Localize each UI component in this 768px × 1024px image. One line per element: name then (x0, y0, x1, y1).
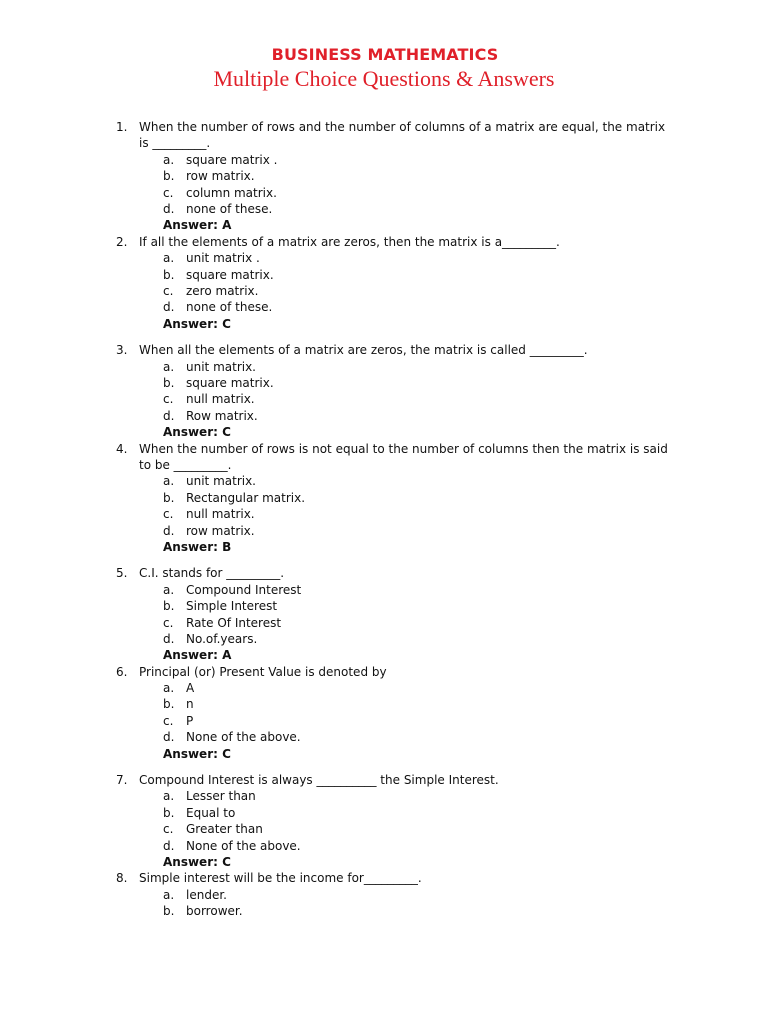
option-letter: a. (163, 251, 175, 266)
option-list (0, 680, 768, 746)
question-1 (0, 119, 768, 234)
option-list (0, 887, 768, 920)
option-text: Greater than (186, 822, 263, 837)
question-3 (0, 342, 768, 440)
option-item (0, 185, 768, 201)
question-4 (0, 441, 768, 556)
option-text: Rate Of Interest (186, 615, 282, 630)
option-text: row matrix. (186, 169, 255, 184)
question-6 (0, 664, 768, 762)
question-number: 4. (116, 441, 128, 456)
option-list (0, 582, 768, 648)
option-letter: b. (163, 904, 175, 919)
question-number: 7. (116, 773, 128, 788)
option-letter: a. (163, 681, 175, 696)
option-text: unit matrix. (186, 474, 256, 489)
question-text: Simple interest will be the income for_________. (139, 871, 422, 886)
option-list (0, 473, 768, 539)
option-letter: a. (163, 474, 175, 489)
option-text: Simple Interest (186, 599, 278, 614)
option-letter: c. (163, 283, 174, 298)
question-2 (0, 234, 768, 332)
option-item (0, 788, 768, 804)
answer-label: Answer: A (163, 218, 232, 233)
option-text: Lesser than (186, 789, 256, 804)
option-item (0, 729, 768, 745)
option-text: A (186, 681, 195, 696)
option-item (0, 408, 768, 424)
option-letter: b. (163, 805, 175, 820)
option-text: square matrix. (186, 375, 274, 390)
question-number: 8. (116, 871, 128, 886)
option-item (0, 631, 768, 647)
option-text: Compound Interest (186, 582, 302, 597)
option-item (0, 506, 768, 522)
option-letter: c. (163, 615, 174, 630)
option-text: unit matrix . (186, 251, 260, 266)
option-text: No.of.years. (186, 631, 258, 646)
option-list (0, 359, 768, 425)
option-item (0, 887, 768, 903)
option-text: null matrix. (186, 392, 255, 407)
option-text: P (186, 713, 194, 728)
option-item (0, 267, 768, 283)
option-letter: c. (163, 392, 174, 407)
option-text: none of these. (186, 201, 273, 216)
option-item (0, 523, 768, 539)
question-text: When the number of rows and the number of columns of a matrix are equal, the matrix is _________. (139, 120, 666, 151)
option-letter: d. (163, 408, 175, 423)
option-letter: d. (163, 730, 175, 745)
option-item (0, 490, 768, 506)
option-letter: c. (163, 185, 174, 200)
option-item (0, 805, 768, 821)
question-text: Compound Interest is always __________ the Simple Interest. (139, 773, 499, 788)
option-text: n (186, 697, 194, 712)
option-text: None of the above. (186, 730, 301, 745)
option-letter: b. (163, 490, 175, 505)
option-item (0, 903, 768, 919)
option-item (0, 838, 768, 854)
question-text: C.I. stands for _________. (139, 566, 285, 581)
spacer (0, 762, 768, 772)
option-letter: b. (163, 375, 175, 390)
option-letter: c. (163, 822, 174, 837)
question-8 (0, 870, 768, 919)
option-text: row matrix. (186, 523, 255, 538)
document-title: BUSINESS MATHEMATICS (271, 45, 499, 64)
option-item (0, 299, 768, 315)
option-list (0, 788, 768, 854)
option-text: square matrix. (186, 267, 274, 282)
option-item (0, 696, 768, 712)
question-number: 1. (116, 120, 128, 134)
option-text: Rectangular matrix. (186, 490, 306, 505)
option-item (0, 375, 768, 391)
option-item (0, 598, 768, 614)
question-text: If all the elements of a matrix are zeros, then the matrix is a_________. (139, 234, 560, 249)
option-text: Row matrix. (186, 408, 258, 423)
option-item (0, 359, 768, 375)
answer-label: Answer: B (163, 539, 232, 554)
answer-label: Answer: C (163, 316, 231, 331)
option-item (0, 168, 768, 184)
option-item (0, 582, 768, 598)
option-letter: d. (163, 631, 175, 646)
option-text: None of the above. (186, 838, 301, 853)
option-letter: c. (163, 713, 174, 728)
option-letter: d. (163, 201, 175, 216)
option-text: borrower. (186, 904, 243, 919)
question-list (0, 119, 768, 920)
option-item (0, 201, 768, 217)
option-letter: d. (163, 838, 175, 853)
question-7 (0, 772, 768, 870)
option-list (0, 250, 768, 316)
option-text: unit matrix. (186, 359, 256, 374)
answer-label: Answer: C (163, 855, 231, 870)
option-letter: b. (163, 599, 175, 614)
option-letter: c. (163, 507, 174, 522)
option-list (0, 152, 768, 218)
question-text: When all the elements of a matrix are zeros, the matrix is called _________. (139, 343, 588, 358)
option-text: square matrix . (186, 152, 278, 167)
option-text: lender. (186, 887, 227, 902)
question-number: 2. (116, 234, 128, 249)
question-text: When the number of rows is not equal to the number of columns then the matrix is said to be _________. (139, 441, 668, 472)
option-letter: b. (163, 697, 175, 712)
option-item (0, 391, 768, 407)
option-item (0, 473, 768, 489)
option-letter: a. (163, 887, 175, 902)
option-item (0, 713, 768, 729)
answer-label: Answer: C (163, 746, 231, 761)
option-text: Equal to (186, 805, 236, 820)
option-item (0, 821, 768, 837)
option-letter: d. (163, 523, 175, 538)
option-item (0, 283, 768, 299)
option-item (0, 152, 768, 168)
answer-label: Answer: C (163, 425, 231, 440)
option-letter: b. (163, 267, 175, 282)
option-letter: a. (163, 152, 175, 167)
spacer (0, 555, 768, 565)
option-item (0, 250, 768, 266)
option-text: zero matrix. (186, 283, 259, 298)
option-text: none of these. (186, 300, 273, 315)
option-letter: a. (163, 582, 175, 597)
answer-label: Answer: A (163, 648, 232, 663)
option-letter: b. (163, 169, 175, 184)
option-item (0, 680, 768, 696)
document-subtitle: Multiple Choice Questions & Answers (213, 66, 555, 91)
question-number: 3. (116, 343, 128, 358)
question-number: 5. (116, 566, 128, 581)
question-text: Principal (or) Present Value is denoted by (139, 664, 387, 679)
spacer (0, 332, 768, 342)
option-letter: a. (163, 789, 175, 804)
option-text: column matrix. (186, 185, 277, 200)
option-item (0, 615, 768, 631)
option-text: null matrix. (186, 507, 255, 522)
question-number: 6. (116, 664, 128, 679)
question-5 (0, 565, 768, 663)
option-letter: d. (163, 300, 175, 315)
option-letter: a. (163, 359, 175, 374)
